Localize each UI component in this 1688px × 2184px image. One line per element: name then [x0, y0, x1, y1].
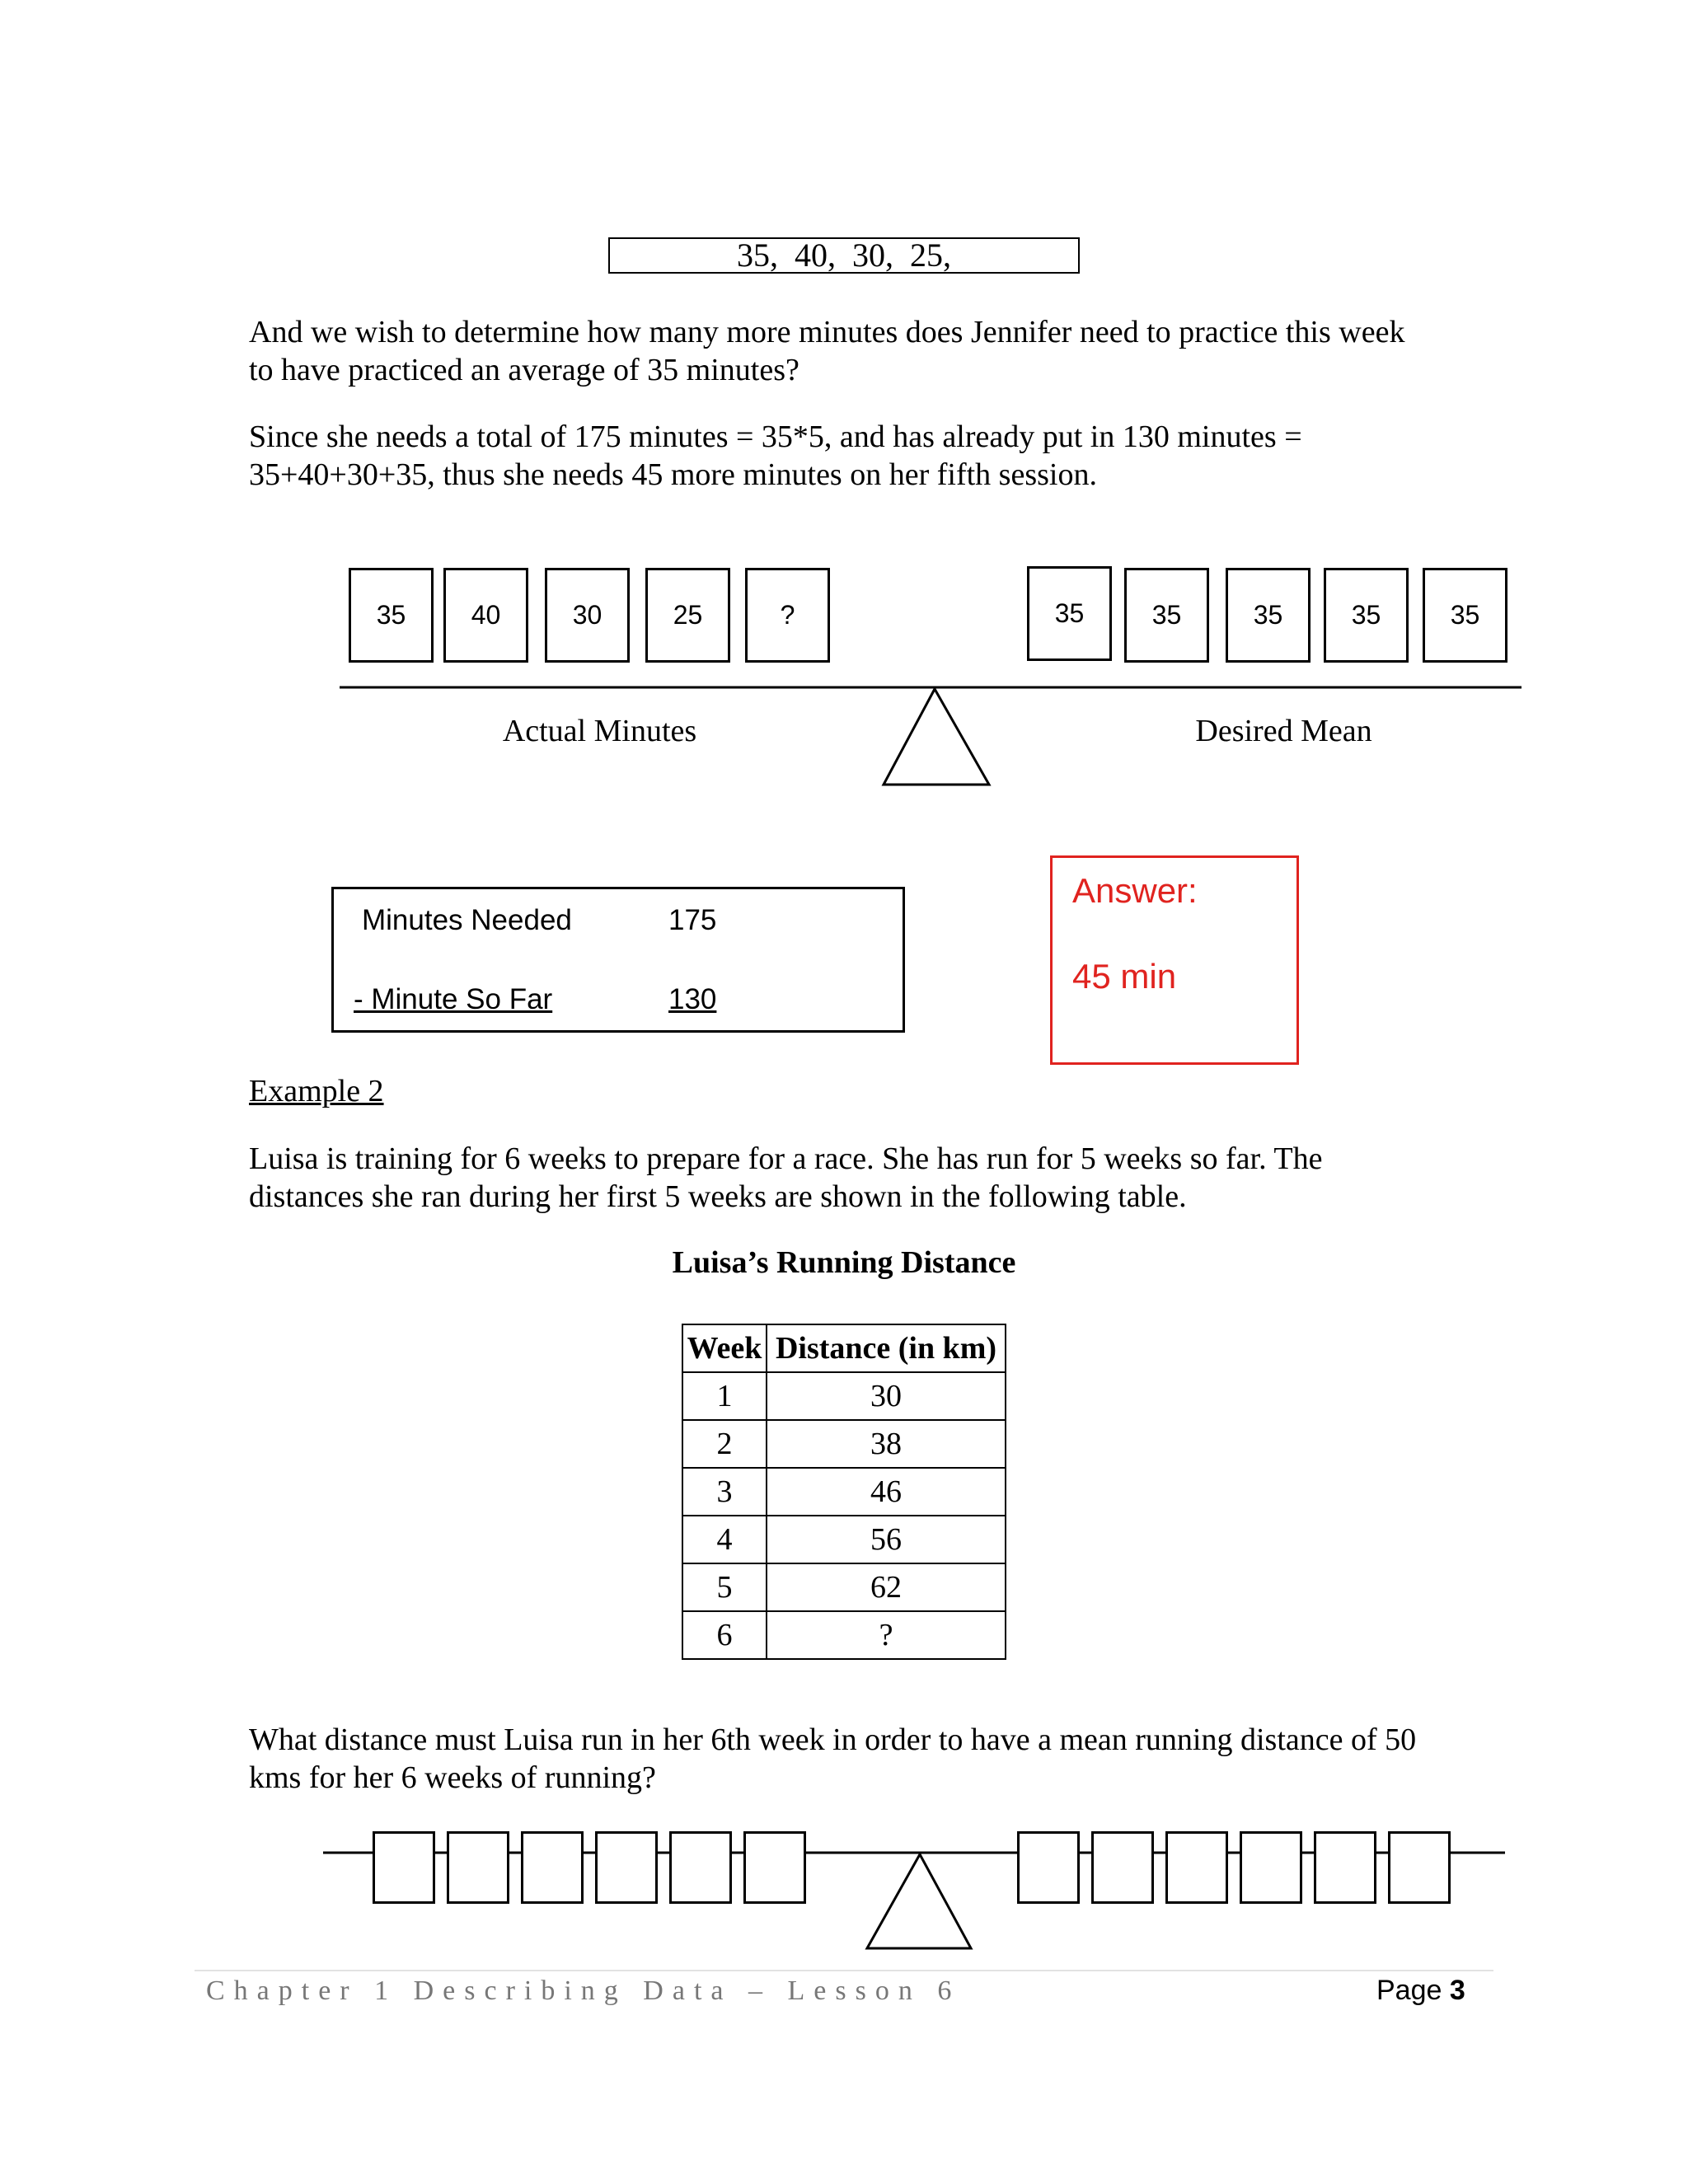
answer-title: Answer:	[1072, 871, 1198, 910]
intro-line-2: distances she ran during her first 5 weeks are shown in the following table.	[249, 1179, 1187, 1214]
empty-right-box-6	[1388, 1831, 1451, 1904]
distance-cell: ?	[767, 1611, 1006, 1659]
calculation-box	[331, 887, 905, 1033]
balance-diagram-1	[0, 0, 1688, 824]
table-row	[682, 1420, 1006, 1468]
week-cell: 6	[682, 1611, 767, 1659]
desired-mean-label: Desired Mean	[1195, 714, 1372, 748]
question-line-2: to have practiced an average of 35 minutes?	[249, 353, 799, 387]
table-row	[682, 1372, 1006, 1420]
solution-line-1: Since she needs a total of 175 minutes = 35*5, and has already put in 130 minutes =	[249, 419, 1302, 454]
empty-right-box-1	[1017, 1831, 1080, 1904]
table-row	[682, 1563, 1006, 1611]
empty-left-box-1	[373, 1831, 435, 1904]
page-number: 3	[1449, 1975, 1465, 2006]
data-values-box: 35, 40, 30, 25,	[608, 237, 1080, 274]
empty-left-box-5	[669, 1831, 732, 1904]
distance-cell: 38	[767, 1420, 1006, 1468]
right-tile-2: 35	[1124, 568, 1209, 663]
right-tile-5: 35	[1423, 568, 1507, 663]
fulcrum-triangle	[884, 689, 989, 785]
right-tile-3: 35	[1226, 568, 1311, 663]
distance-cell: 30	[767, 1372, 1006, 1420]
minutes-so-far-value: 130	[668, 983, 717, 1015]
minutes-so-far-label: - Minute So Far	[354, 983, 553, 1015]
table-row	[682, 1468, 1006, 1516]
distance-cell: 46	[767, 1468, 1006, 1516]
question-2-line-2: kms for her 6 weeks of running?	[249, 1760, 656, 1795]
minutes-needed-value: 175	[668, 904, 717, 936]
balance-2-fulcrum	[867, 1854, 971, 1948]
actual-minutes-label: Actual Minutes	[502, 714, 697, 748]
table-header-row	[682, 1324, 1006, 1372]
table-row	[682, 1611, 1006, 1659]
minutes-needed-label: Minutes Needed	[362, 904, 572, 936]
left-tile-4: 25	[645, 568, 730, 663]
left-tile-1: 35	[349, 568, 434, 663]
week-cell: 2	[682, 1420, 767, 1468]
table-row	[682, 1516, 1006, 1563]
question-line-1: And we wish to determine how many more minutes does Jennifer need to practice this week	[249, 315, 1405, 349]
right-tile-4: 35	[1324, 568, 1409, 663]
empty-left-box-3	[521, 1831, 584, 1904]
distance-cell: 56	[767, 1516, 1006, 1563]
table-title: Luisa’s Running Distance	[672, 1245, 1016, 1280]
empty-left-box-2	[447, 1831, 509, 1904]
distance-cell: 62	[767, 1563, 1006, 1611]
distance-header: Distance (in km)	[767, 1324, 1006, 1372]
empty-right-box-2	[1091, 1831, 1154, 1904]
answer-value: 45 min	[1072, 957, 1177, 996]
week-header: Week	[682, 1324, 767, 1372]
empty-left-box-4	[595, 1831, 658, 1904]
week-cell: 5	[682, 1563, 767, 1611]
week-cell: 1	[682, 1372, 767, 1420]
footer-divider	[195, 1970, 1493, 1971]
footer-page-number	[1376, 1975, 1465, 2007]
answer-box	[1050, 855, 1299, 1065]
question-2-line-1: What distance must Luisa run in her 6th week in order to have a mean running distance of 50	[249, 1722, 1417, 1757]
page-prefix: Page	[1376, 1975, 1450, 2006]
left-tile-2: 40	[443, 568, 528, 663]
example-2-question	[249, 1721, 1535, 1797]
week-cell: 3	[682, 1468, 767, 1516]
empty-left-box-6	[743, 1831, 806, 1904]
right-tile-1: 35	[1027, 566, 1112, 661]
empty-right-box-5	[1314, 1831, 1376, 1904]
running-distance-table	[682, 1324, 1006, 1660]
balance-beam-and-fulcrum	[0, 0, 1688, 824]
empty-right-box-3	[1165, 1831, 1228, 1904]
left-tile-3: 30	[545, 568, 630, 663]
solution-line-2: 35+40+30+35, thus she needs 45 more minutes on her fifth session.	[249, 457, 1097, 492]
empty-right-box-4	[1240, 1831, 1302, 1904]
week-cell: 4	[682, 1516, 767, 1563]
example-2-intro	[249, 1140, 1535, 1216]
footer-chapter-title: Chapter 1 Describing Data – Lesson 6	[206, 1975, 961, 2006]
example-2-heading: Example 2	[249, 1074, 384, 1108]
intro-line-1: Luisa is training for 6 weeks to prepare for a race. She has run for 5 weeks so far. The	[249, 1141, 1323, 1176]
left-tile-5: ?	[745, 568, 830, 663]
